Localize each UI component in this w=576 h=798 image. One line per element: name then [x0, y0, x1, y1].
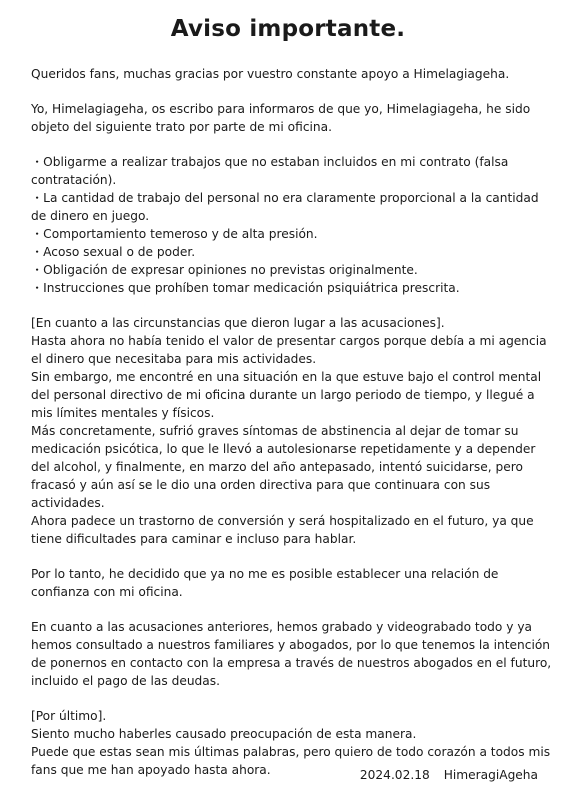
- treatment-list-item: ・Comportamiento temeroso y de alta presión.: [31, 227, 318, 241]
- notice-body: [31, 65, 556, 779]
- notice-title: Aviso importante.: [170, 16, 406, 42]
- circumstances-heading: [En cuanto a las circunstancias que dieron lugar a las acusaciones].: [31, 316, 445, 330]
- closing-line: Siento mucho haberles causado preocupación de esta manera.: [31, 727, 417, 741]
- circumstances-line: Hasta ahora no había tenido el valor de presentar cargos porque debía a mi agencia el dinero que necesitaba para mis actividades.: [31, 334, 547, 366]
- signature-footer: [360, 766, 538, 784]
- treatment-list-item: ・Acoso sexual o de poder.: [31, 245, 196, 259]
- treatment-list-item: ・Instrucciones que prohíben tomar medicación psiquiátrica prescrita.: [31, 281, 460, 295]
- circumstances-section: [31, 314, 556, 548]
- circumstances-line: Sin embargo, me encontré en una situación en la que estuve bajo el control mental del personal directivo de mi oficina durante un largo periodo de tiempo, y llegué a mis límites mentales y físicos.: [31, 370, 542, 420]
- treatment-list-item: ・Obligación de expresar opiniones no previstas originalmente.: [31, 263, 418, 277]
- notice-date: 2024.02.18: [359, 768, 430, 782]
- greeting-paragraph: Queridos fans, muchas gracias por vuestro constante apoyo a Himelagiageha.: [31, 67, 510, 81]
- intro-paragraph: Yo, Himelagiageha, os escribo para informaros de que yo, Himelagiageha, he sido objeto del siguiente trato por parte de mi oficina.: [31, 102, 531, 134]
- treatment-list-item: ・Obligarme a realizar trabajos que no estaban incluidos en mi contrato (falsa contratación).: [31, 155, 509, 187]
- signature-name: HimeragiAgeha: [443, 768, 538, 782]
- treatment-list-item: ・La cantidad de trabajo del personal no era claramente proporcional a la cantidad de dinero en juego.: [31, 191, 539, 223]
- circumstances-line: Ahora padece un trastorno de conversión y será hospitalizado en el futuro, ya que tiene dificultades para caminar e incluso para hablar.: [31, 514, 534, 546]
- treatment-list: [31, 153, 556, 297]
- conclusion-paragraph: Por lo tanto, he decidido que ya no me es posible establecer una relación de confianza con mi oficina.: [31, 567, 499, 599]
- closing-heading: [Por último].: [31, 709, 107, 723]
- legal-paragraph: En cuanto a las acusaciones anteriores, hemos grabado y videograbado todo y ya hemos consultado a nuestros familiares y abogados, por lo que tenemos la intención de ponernos en contacto con la empresa a través de nuestros abogados en el futuro, incluido el pago de las deudas.: [31, 620, 552, 688]
- circumstances-line: Más concretamente, sufrió graves síntomas de abstinencia al dejar de tomar su medicación psicótica, lo que le llevó a autolesionarse repetidamente y a depender del alcohol, y finalmente, en marzo del año antepasado, intentó suicidarse, pero fracasó y aún así se le dio una orden directiva para que continuara con sus actividades.: [31, 424, 536, 510]
- closing-line: Puede que estas sean mis últimas palabras, pero quiero de todo corazón a todos mis fans que me han apoyado hasta ahora.: [31, 745, 551, 777]
